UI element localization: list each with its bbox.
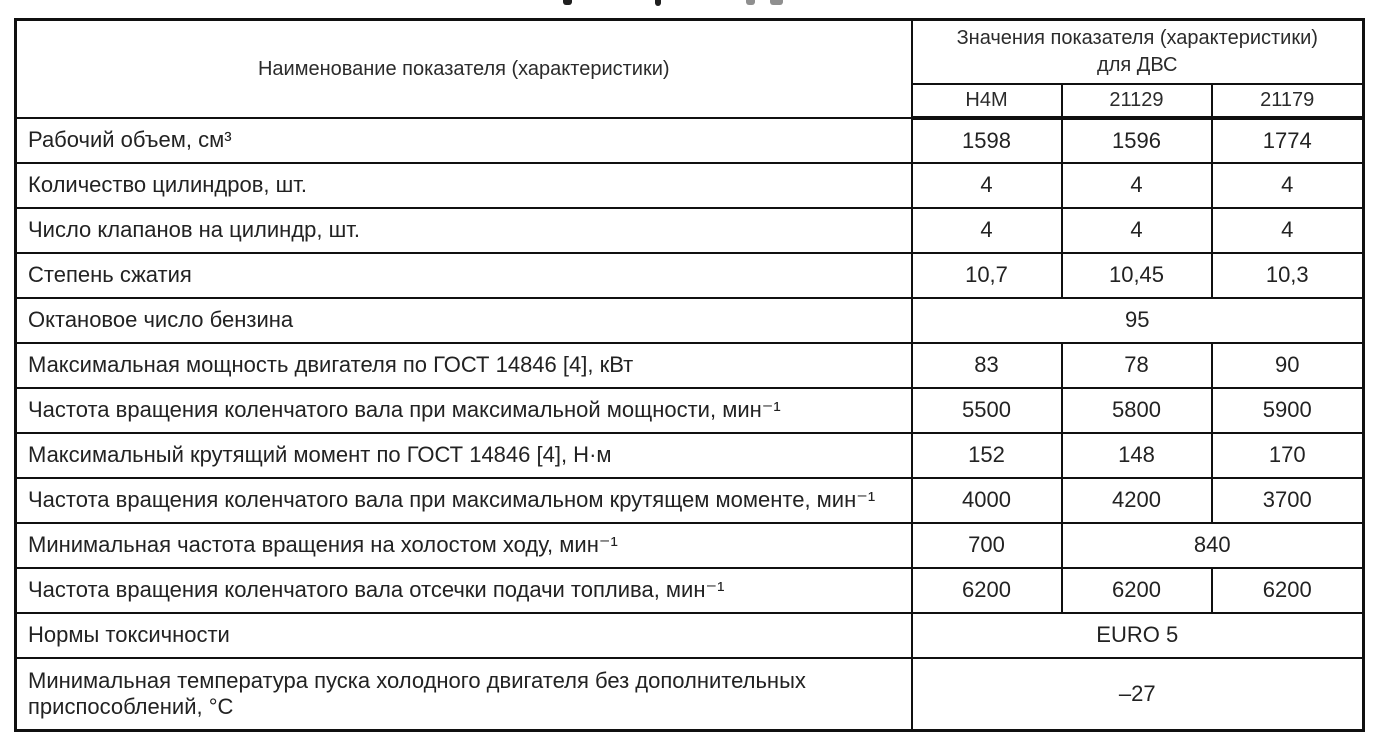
header-values-group-line1: Значения показателя (характеристики) xyxy=(956,27,1318,49)
value-cell: 1598 xyxy=(912,118,1062,163)
value-cell: 4 xyxy=(912,163,1062,208)
header-engine-h4m: H4M xyxy=(912,84,1062,118)
value-cell: 4200 xyxy=(1062,478,1212,523)
row-name-cell: Количество цилиндров, шт. xyxy=(16,163,912,208)
table-row xyxy=(16,163,1364,208)
value-cell-merged: –27 xyxy=(912,658,1364,731)
value-cell: 4 xyxy=(1212,163,1364,208)
value-cell: 3700 xyxy=(1212,478,1364,523)
row-name-cell: Частота вращения коленчатого вала отсечки подачи топлива, мин⁻¹ xyxy=(16,568,912,613)
value-cell: 148 xyxy=(1062,433,1212,478)
value-cell: 5800 xyxy=(1062,388,1212,433)
row-name-cell: Нормы токсичности xyxy=(16,613,912,658)
value-cell: 6200 xyxy=(912,568,1062,613)
table-row xyxy=(16,208,1364,253)
value-cell: 4 xyxy=(912,208,1062,253)
table-row xyxy=(16,433,1364,478)
row-name-cell: Октановое число бензина xyxy=(16,298,912,343)
value-cell: 10,3 xyxy=(1212,253,1364,298)
value-cell: 4 xyxy=(1062,208,1212,253)
value-cell: 6200 xyxy=(1062,568,1212,613)
row-name-cell: Число клапанов на цилиндр, шт. xyxy=(16,208,912,253)
value-cell-merged: 840 xyxy=(1062,523,1364,568)
cropped-text-fragment xyxy=(655,0,661,6)
engine-spec-table xyxy=(14,18,1365,732)
header-values-group xyxy=(912,20,1364,85)
row-name-cell: Максимальный крутящий момент по ГОСТ 14846 [4], Н·м xyxy=(16,433,912,478)
value-cell: 4 xyxy=(1212,208,1364,253)
value-cell: 1774 xyxy=(1212,118,1364,163)
header-engine-21179: 21179 xyxy=(1212,84,1364,118)
value-cell: 1596 xyxy=(1062,118,1212,163)
table-row xyxy=(16,478,1364,523)
row-name-cell: Минимальная частота вращения на холостом ходу, мин⁻¹ xyxy=(16,523,912,568)
value-cell: 10,7 xyxy=(912,253,1062,298)
value-cell: 700 xyxy=(912,523,1062,568)
cropped-text-fragment xyxy=(563,0,572,5)
row-name-cell: Рабочий объем, см³ xyxy=(16,118,912,163)
value-cell: 6200 xyxy=(1212,568,1364,613)
row-name-cell: Частота вращения коленчатого вала при максимальном крутящем моменте, мин⁻¹ xyxy=(16,478,912,523)
value-cell: 4 xyxy=(1062,163,1212,208)
row-name-cell: Минимальная температура пуска холодного двигателя без дополнительных приспособлений, °С xyxy=(16,658,912,731)
value-cell-merged: EURO 5 xyxy=(912,613,1364,658)
table-row xyxy=(16,523,1364,568)
value-cell: 10,45 xyxy=(1062,253,1212,298)
value-cell: 5500 xyxy=(912,388,1062,433)
table-row xyxy=(16,298,1364,343)
header-engine-21129: 21129 xyxy=(1062,84,1212,118)
value-cell: 152 xyxy=(912,433,1062,478)
value-cell: 83 xyxy=(912,343,1062,388)
value-cell: 4000 xyxy=(912,478,1062,523)
table-row xyxy=(16,118,1364,163)
table-row xyxy=(16,388,1364,433)
table-row xyxy=(16,568,1364,613)
table-header-row xyxy=(16,20,1364,85)
table-row xyxy=(16,253,1364,298)
header-values-group-line2: для ДВС xyxy=(1097,54,1178,76)
row-name-cell: Частота вращения коленчатого вала при максимальной мощности, мин⁻¹ xyxy=(16,388,912,433)
value-cell: 5900 xyxy=(1212,388,1364,433)
value-cell-merged: 95 xyxy=(912,298,1364,343)
value-cell: 78 xyxy=(1062,343,1212,388)
header-name-column: Наименование показателя (характеристики) xyxy=(16,20,912,119)
cropped-text-fragment xyxy=(746,0,755,5)
row-name-cell: Степень сжатия xyxy=(16,253,912,298)
table-row xyxy=(16,343,1364,388)
value-cell: 90 xyxy=(1212,343,1364,388)
row-name-cell: Максимальная мощность двигателя по ГОСТ 14846 [4], кВт xyxy=(16,343,912,388)
table-row xyxy=(16,613,1364,658)
value-cell: 170 xyxy=(1212,433,1364,478)
cropped-text-fragment xyxy=(770,0,783,5)
